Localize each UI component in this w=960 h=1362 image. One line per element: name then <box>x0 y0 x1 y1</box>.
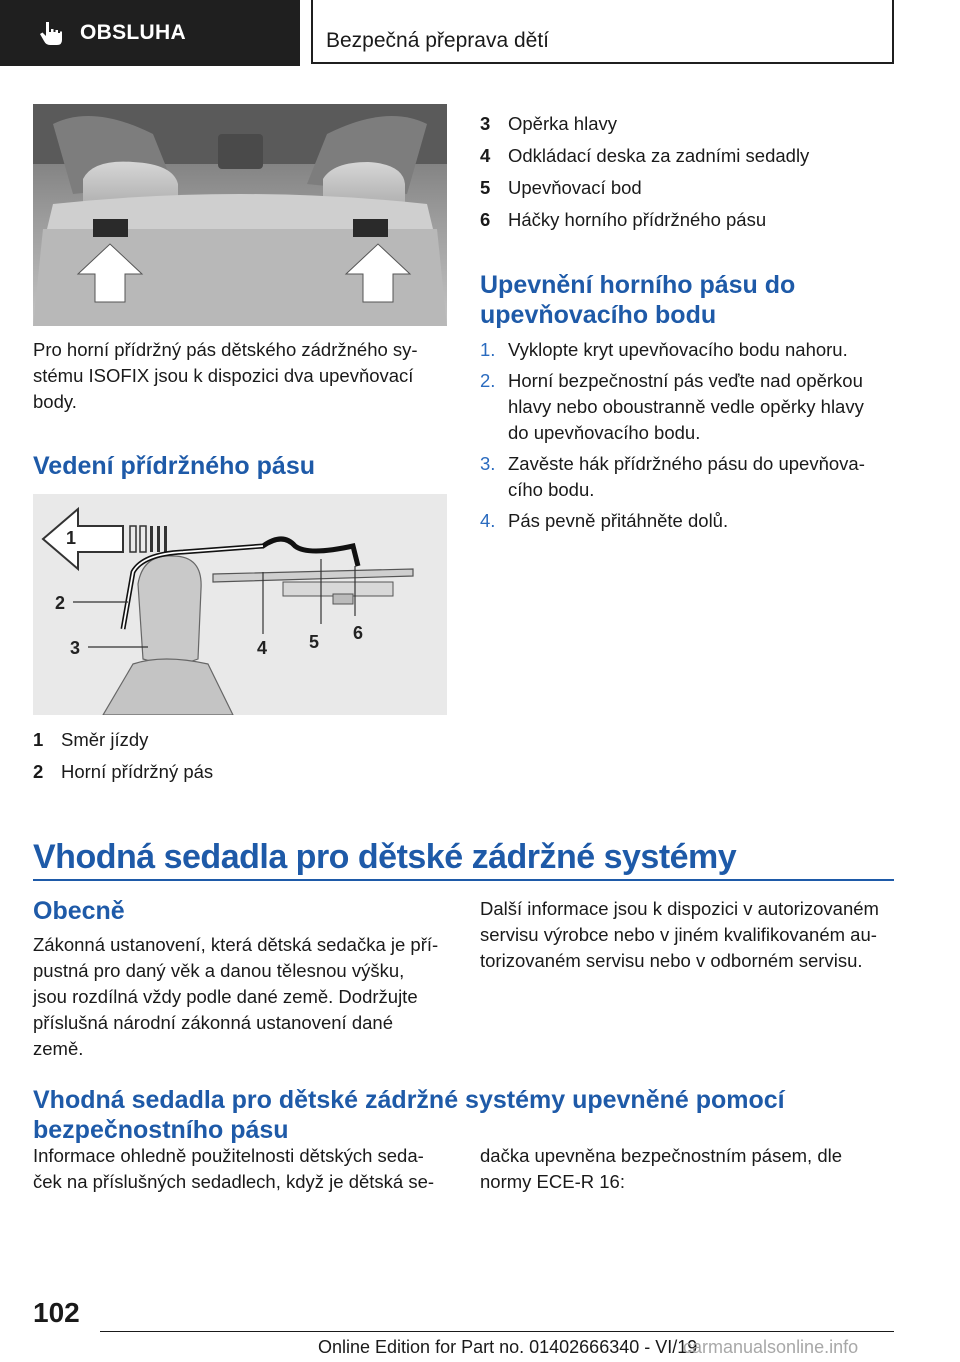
diagram-label-1: 1 <box>66 528 77 548</box>
main-heading: Vhodná sedadla pro dětské zádržné systémy <box>33 838 737 876</box>
step-text: cího bodu. <box>508 479 595 500</box>
legend-item <box>480 108 900 140</box>
step-number: 1. <box>480 339 496 360</box>
step-number: 3. <box>480 453 496 474</box>
diagram-label-3: 3 <box>70 638 81 658</box>
legend-item <box>480 172 900 204</box>
page-title: Bezpečná přeprava dětí <box>326 29 549 52</box>
text-line: Zákonná ustanovení, která dětská sedačka je pří- <box>33 934 439 955</box>
header-section-tab <box>0 0 300 66</box>
hand-pointer-icon <box>36 18 66 48</box>
footer-rule <box>100 1331 894 1332</box>
step-item <box>480 368 900 446</box>
legend-text: Směr jízdy <box>61 729 149 750</box>
heading-line: Upevnění horního pásu do <box>480 271 796 299</box>
page-number: 102 <box>33 1297 80 1328</box>
heading-line: upevňovacího bodu <box>480 301 717 329</box>
step-text: hlavy nebo oboustranně vedle opěrky hlavy <box>508 396 864 417</box>
heading-line: bezpečnostního pásu <box>33 1116 289 1144</box>
section-label: OBSLUHA <box>80 21 186 44</box>
diagram-label-5: 5 <box>309 632 320 652</box>
general-paragraph-right <box>480 896 900 974</box>
legend-number: 4 <box>480 145 491 166</box>
legend-number: 6 <box>480 209 491 230</box>
intro-line: Pro horní přídržný pás dětského zádržného sy- <box>33 339 418 360</box>
belt-paragraph-right <box>480 1143 900 1195</box>
legend-item <box>480 140 900 172</box>
intro-paragraph <box>33 337 453 415</box>
watermark-text: carmanualsonline.info <box>683 1337 859 1357</box>
legend-item <box>480 204 900 236</box>
legend-text: Háčky horního přídržného pásu <box>508 209 767 230</box>
section-heading-attach <box>480 270 795 330</box>
step-text: Horní bezpečnostní pás veďte nad opěrkou <box>508 370 863 391</box>
text-line: pustná pro daný věk a danou tělesnou výšku, <box>33 960 405 981</box>
step-text: Pás pevně přitáhněte dolů. <box>508 510 729 531</box>
legend-number: 1 <box>33 729 44 750</box>
section-heading-routing: Vedení přídržného pásu <box>33 452 315 480</box>
legend-number: 3 <box>480 113 491 134</box>
text-line: torizovaném servisu nebo v odborném servisu. <box>480 950 863 971</box>
subheading-belt <box>33 1085 903 1145</box>
text-line: normy ECE-R 16: <box>480 1171 625 1192</box>
step-text: Vyklopte kryt upevňovacího bodu nahoru. <box>508 339 848 360</box>
legend-right <box>480 108 900 236</box>
diagram-label-2: 2 <box>55 593 66 613</box>
text-line: ček na příslušných sedadlech, když je dětská se- <box>33 1171 435 1192</box>
text-line: příslušná národní zákonná ustanovení dané <box>33 1012 393 1033</box>
belt-paragraph-left <box>33 1143 463 1195</box>
text-line: Další informace jsou k dispozici v autorizovaném <box>480 898 879 919</box>
legend-text: Odkládací deska za zadními sedadly <box>508 145 810 166</box>
text-line: země. <box>33 1038 84 1059</box>
legend-item <box>33 724 453 756</box>
text-line: servisu výrobce nebo v jiném kvalifikovaném au- <box>480 924 877 945</box>
heading-line: Vhodná sedadla pro dětské zádržné systémy upevněné pomocí <box>33 1086 785 1114</box>
attach-steps-list <box>480 337 900 539</box>
step-item <box>480 337 900 363</box>
step-text: do upevňovacího bodu. <box>508 422 701 443</box>
legend-number: 2 <box>33 761 44 782</box>
legend-left <box>33 724 453 788</box>
step-item <box>480 451 900 503</box>
text-line: jsou rozdílná vždy podle dané země. Dodržujte <box>33 986 418 1007</box>
step-number: 2. <box>480 370 496 391</box>
legend-item <box>33 756 453 788</box>
heading-rule <box>33 879 894 881</box>
edition-text: Online Edition for Part no. 01402666340 - VI/19 <box>318 1337 698 1357</box>
general-paragraph-left <box>33 932 463 1062</box>
legend-number: 5 <box>480 177 491 198</box>
text-line: dačka upevněna bezpečnostním pásem, dle <box>480 1145 843 1166</box>
legend-text: Upevňovací bod <box>508 177 642 198</box>
step-item <box>480 508 900 534</box>
legend-text: Opěrka hlavy <box>508 113 617 134</box>
diagram-label-6: 6 <box>353 623 364 643</box>
step-text: Zavěste hák přídržného pásu do upevňova- <box>508 453 865 474</box>
legend-text: Horní přídržný pás <box>61 761 214 782</box>
isofix-anchor-photo <box>33 104 447 326</box>
subheading-general: Obecně <box>33 897 125 925</box>
step-number: 4. <box>480 510 496 531</box>
intro-line: body. <box>33 391 77 412</box>
text-line: Informace ohledně použitelnosti dětských seda- <box>33 1145 424 1166</box>
belt-routing-diagram <box>33 494 447 715</box>
diagram-label-4: 4 <box>257 638 268 658</box>
intro-line: stému ISOFIX jsou k dispozici dva upevňovací <box>33 365 414 386</box>
